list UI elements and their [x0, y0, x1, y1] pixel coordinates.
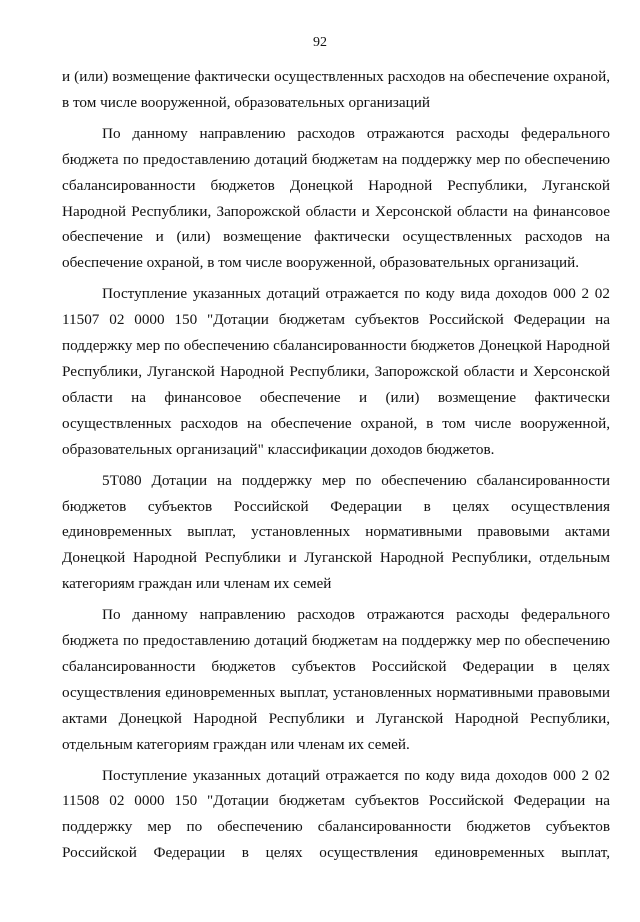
document-body: [62, 64, 610, 866]
paragraph-revenue-code-1: Поступление указанных дотаций отражается по коду вида доходов 000 2 02 11507 02 0000 150 "Дотации бюджетам субъектов Российской Федерации на поддержку мер по обеспечению сбалансированности бюджетов Донецкой Народной Республики, Луганской Народной Республики, Запорожской области и Херсонской области на финансовое обеспечение и (или) возмещение фактически осуществленных расходов на обеспечение охраной, в том числе вооруженной, образовательных организаций" классификации доходов бюджетов.: [62, 285, 610, 458]
paragraph-section-heading-5T080: 5Т080 Дотации на поддержку мер по обеспечению сбалансированности бюджетов субъектов Российской Федерации в целях осуществления единовременных выплат, установленных нормативными правовыми актами Донецкой Народной Республики и Луганской Народной Республики, отдельным категориям граждан или членам их семей: [62, 471, 610, 593]
paragraph-expenditure-description-1: По данному направлению расходов отражаются расходы федерального бюджета по предоставлению дотаций бюджетам на поддержку мер по обеспечению сбалансированности бюджетов Донецкой Народной Республики, Луганской Народной Республики, Запорожской области и Херсонской области на финансовое обеспечение и (или) возмещение фактически осуществленных расходов на обеспечение охраной, в том числе вооруженной, образовательных организаций.: [62, 124, 610, 272]
paragraph-revenue-code-2: Поступление указанных дотаций отражается по коду вида доходов 000 2 02 11508 02 0000 150 "Дотации бюджетам субъектов Российской Федерации на поддержку мер по обеспечению сбалансированности бюджетов субъектов Российской Федерации в целях осуществления единовременных выплат,: [62, 766, 610, 862]
paragraph-continuation: и (или) возмещение фактически осуществленных расходов на обеспечение охраной, в том числе вооруженной, образовательных организаций: [62, 68, 610, 111]
page-number: 92: [313, 35, 327, 50]
paragraph-expenditure-description-2: По данному направлению расходов отражаются расходы федерального бюджета по предоставлению дотаций бюджетам на поддержку мер по обеспечению сбалансированности бюджетов субъектов Российской Федерации в целях осуществления единовременных выплат, установленных нормативными правовыми актами Донецкой Народной Республики и Луганской Народной Республики, отдельным категориям граждан или членам их семей.: [62, 606, 610, 753]
